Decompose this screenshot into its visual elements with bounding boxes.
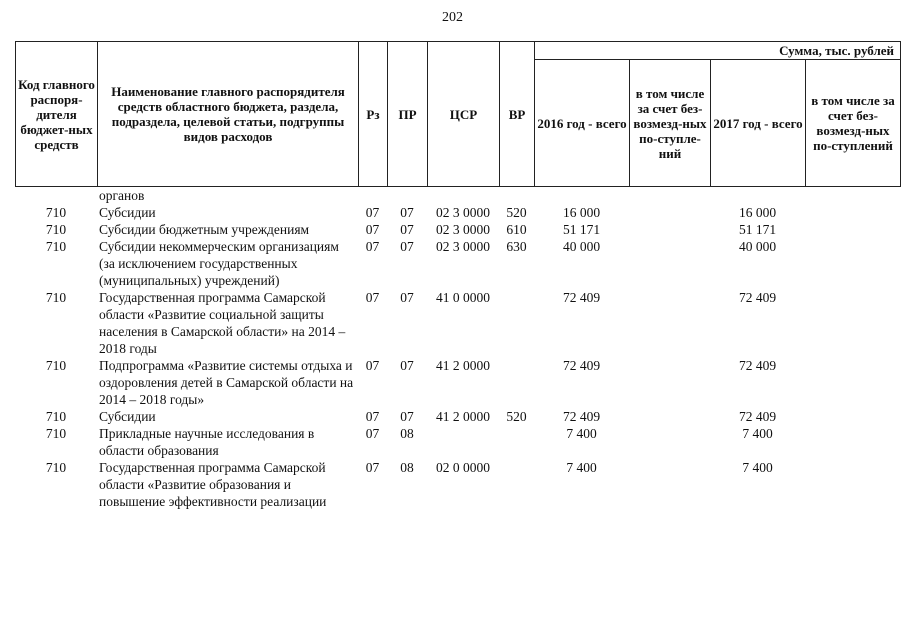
row-2016: 72 409 bbox=[562, 358, 601, 373]
row-2016-free bbox=[629, 357, 710, 408]
row-csr: 02 0 0000 bbox=[436, 460, 490, 475]
row-2017: 72 409 bbox=[738, 358, 777, 373]
row-csr: 02 3 0000 bbox=[436, 205, 490, 220]
table-row bbox=[15, 459, 900, 510]
row-pr: 07 bbox=[400, 222, 414, 237]
table-row bbox=[15, 204, 900, 221]
row-csr: 02 3 0000 bbox=[436, 222, 490, 237]
header-2017: 2017 год - всего bbox=[711, 60, 806, 187]
header-2017-free: в том числе за счет без-возмезд-ных по-ступлений bbox=[806, 60, 901, 187]
header-rz: Рз bbox=[359, 42, 388, 187]
row-2016-free bbox=[629, 204, 710, 221]
row-2016: 72 409 bbox=[562, 290, 601, 305]
row-2017: 51 171 bbox=[738, 222, 777, 237]
row-2017: 72 409 bbox=[738, 290, 777, 305]
row-2017-free bbox=[805, 204, 900, 221]
row-pr: 07 bbox=[400, 290, 414, 305]
row-csr: 41 0 0000 bbox=[436, 290, 490, 305]
row-code: 710 bbox=[45, 409, 67, 424]
row-csr: 41 2 0000 bbox=[436, 409, 490, 424]
row-2016-free bbox=[629, 221, 710, 238]
row-pr bbox=[387, 187, 427, 204]
row-pr: 08 bbox=[400, 460, 414, 475]
row-csr bbox=[427, 187, 499, 204]
row-2016-free bbox=[629, 408, 710, 425]
row-2017: 16 000 bbox=[738, 205, 777, 220]
row-2017 bbox=[710, 187, 805, 204]
row-vr bbox=[499, 357, 534, 408]
header-sum-group: Сумма, тыс. рублей bbox=[535, 42, 901, 60]
table-row bbox=[15, 425, 900, 459]
row-rz: 07 bbox=[365, 460, 380, 475]
header-csr: ЦСР bbox=[428, 42, 500, 187]
table-row bbox=[15, 408, 900, 425]
row-name: Субсидии бюджетным учреждениям bbox=[99, 222, 310, 237]
row-pr: 07 bbox=[400, 239, 414, 254]
row-rz: 07 bbox=[365, 205, 380, 220]
row-vr: 610 bbox=[506, 222, 527, 237]
row-2017-free bbox=[805, 289, 900, 357]
row-name: Субсидии bbox=[99, 409, 156, 424]
row-pr: 07 bbox=[400, 205, 414, 220]
row-name: Подпрограмма «Развитие системы отдыха и оздоровления детей в Самарской области на 2014 – 2018 годы» bbox=[99, 358, 354, 407]
row-pr: 08 bbox=[400, 426, 414, 441]
table-row bbox=[15, 289, 900, 357]
row-rz: 07 bbox=[365, 290, 380, 305]
row-2016: 40 000 bbox=[562, 239, 601, 254]
row-2016: 51 171 bbox=[562, 222, 601, 237]
row-2017: 40 000 bbox=[738, 239, 777, 254]
row-code: 710 bbox=[45, 222, 67, 237]
table-header bbox=[15, 41, 901, 187]
header-2016-free: в том числе за счет без-возмезд-ных по-ступле-ний bbox=[630, 60, 711, 187]
row-pr: 07 bbox=[400, 409, 414, 424]
row-2016-free bbox=[629, 425, 710, 459]
row-2016-free bbox=[629, 238, 710, 289]
row-2016-free bbox=[629, 289, 710, 357]
row-2017: 7 400 bbox=[742, 426, 773, 441]
row-code: 710 bbox=[45, 358, 67, 373]
row-2017: 7 400 bbox=[742, 460, 773, 475]
row-vr bbox=[499, 187, 534, 204]
row-name: Государственная программа Самарской области «Развитие социальной защиты населения в Самарской области» на 2014 – 2018 годы bbox=[99, 290, 346, 356]
row-vr: 520 bbox=[506, 409, 527, 424]
row-code: 710 bbox=[45, 205, 67, 220]
row-code: 710 bbox=[45, 290, 67, 305]
row-rz: 07 bbox=[365, 222, 380, 237]
row-name: Субсидии bbox=[99, 205, 156, 220]
row-2016: 7 400 bbox=[566, 460, 597, 475]
row-rz: 07 bbox=[365, 426, 380, 441]
header-vr: ВР bbox=[500, 42, 535, 187]
table-row bbox=[15, 357, 900, 408]
row-name: Прикладные научные исследования в области образования bbox=[99, 426, 315, 458]
row-2016: 16 000 bbox=[562, 205, 601, 220]
row-csr: 41 2 0000 bbox=[436, 358, 490, 373]
row-name: органов bbox=[99, 188, 145, 203]
row-vr: 520 bbox=[506, 205, 527, 220]
row-vr bbox=[499, 289, 534, 357]
row-rz: 07 bbox=[365, 409, 380, 424]
row-rz: 07 bbox=[365, 358, 380, 373]
row-2017-free bbox=[805, 408, 900, 425]
row-code: 710 bbox=[45, 239, 67, 254]
row-code: 710 bbox=[45, 460, 67, 475]
row-name: Государственная программа Самарской области «Развитие образования и повышение эффективности реализации bbox=[99, 460, 327, 509]
row-pr: 07 bbox=[400, 358, 414, 373]
row-2017-free bbox=[805, 357, 900, 408]
row-csr bbox=[427, 425, 499, 459]
row-vr bbox=[499, 459, 534, 510]
header-name: Наименование главного распорядителя средств областного бюджета, раздела, подраздела, целевой статьи, подгруппы видов расходов bbox=[98, 42, 359, 187]
row-name: Субсидии некоммерческим организациям (за исключением государственных (муниципальных) учреждений) bbox=[99, 239, 339, 288]
row-2017-free bbox=[805, 459, 900, 510]
header-2016: 2016 год - всего bbox=[535, 60, 630, 187]
row-csr: 02 3 0000 bbox=[436, 239, 490, 254]
table-row bbox=[15, 187, 900, 204]
table-row bbox=[15, 238, 900, 289]
row-2016: 72 409 bbox=[562, 409, 601, 424]
row-2017-free bbox=[805, 221, 900, 238]
header-pr: ПР bbox=[388, 42, 428, 187]
header-code: Код главного распоря-дителя бюджет-ных средств bbox=[16, 42, 98, 187]
table-row bbox=[15, 221, 900, 238]
table-body bbox=[15, 187, 900, 510]
row-2016-free bbox=[629, 459, 710, 510]
row-2017-free bbox=[805, 187, 900, 204]
row-2017-free bbox=[805, 425, 900, 459]
page-number: 202 bbox=[442, 10, 463, 25]
row-vr bbox=[499, 425, 534, 459]
row-rz: 07 bbox=[365, 239, 380, 254]
row-vr: 630 bbox=[506, 239, 527, 254]
row-code: 710 bbox=[45, 426, 67, 441]
row-2017: 72 409 bbox=[738, 409, 777, 424]
row-2017-free bbox=[805, 238, 900, 289]
row-2016: 7 400 bbox=[566, 426, 597, 441]
row-2016-free bbox=[629, 187, 710, 204]
row-code bbox=[15, 187, 97, 204]
row-rz bbox=[358, 187, 387, 204]
row-2016 bbox=[534, 187, 629, 204]
